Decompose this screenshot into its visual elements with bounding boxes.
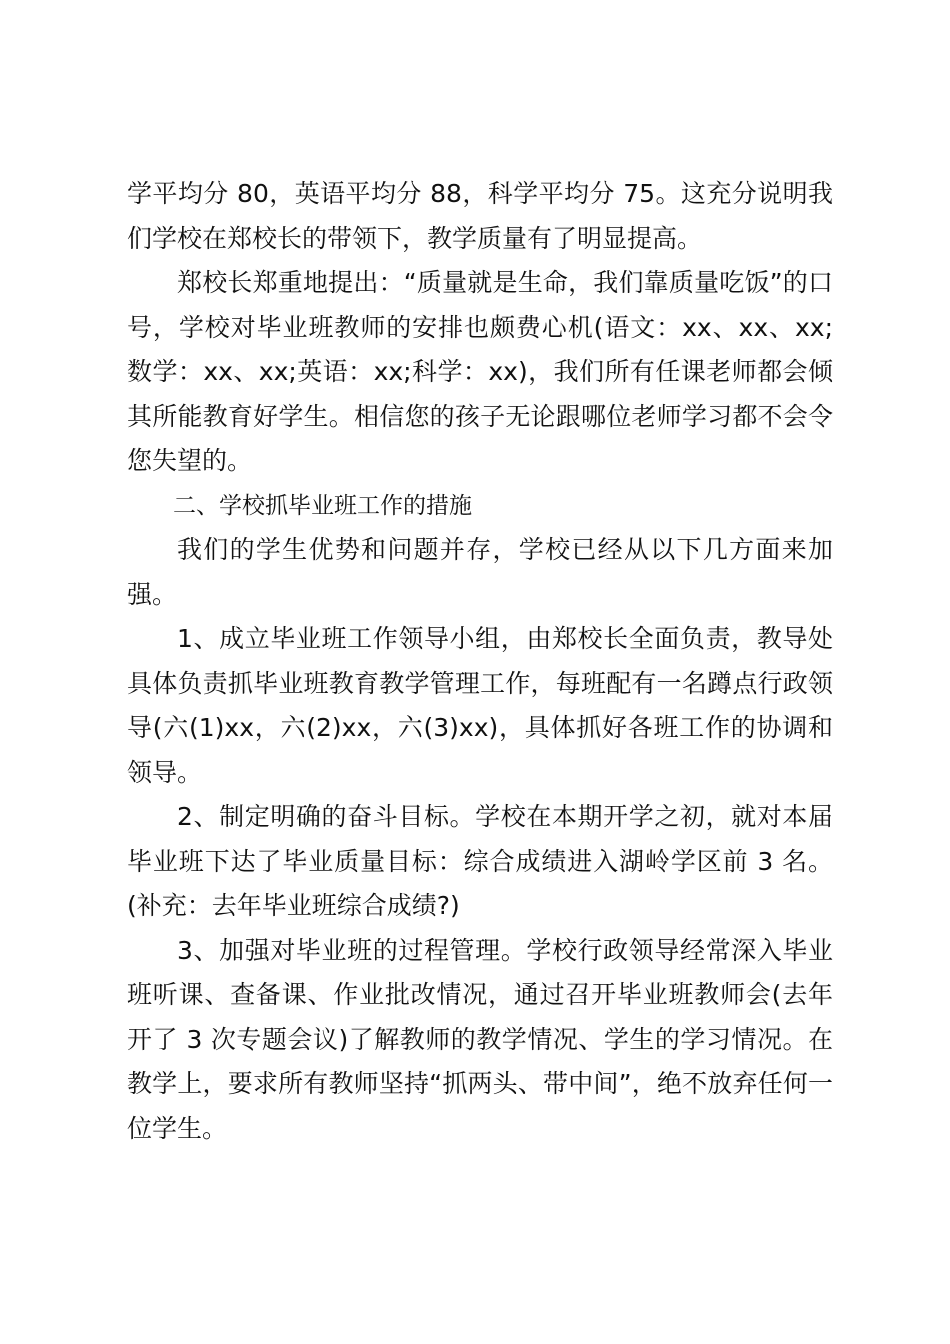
paragraph-quality-slogan: 郑校长郑重地提出：“质量就是生命，我们靠质量吃饭”的口号，学校对毕业班教师的安排也颇费心机(语文：xx、xx、xx;数学：xx、xx;英语：xx;科学：xx)，我们所有任课老师都会倾其所能教育好学生。相信您的孩子无论跟哪位老师学习都不会令您失望的。 [127,268,833,475]
paragraph-item-2: 2、制定明确的奋斗目标。学校在本期开学之初，就对本届毕业班下达了毕业质量目标：综合成绩进入湖岭学区前 3 名。(补充：去年毕业班综合成绩?) [127,802,833,920]
paragraph-scores: 学平均分 80，英语平均分 88，科学平均分 75。这充分说明我们学校在郑校长的带领下，教学质量有了明显提高。 [127,179,833,253]
paragraph-item-3: 3、加强对毕业班的过程管理。学校行政领导经常深入毕业班听课、查备课、作业批改情况，通过召开毕业班教师会(去年开了 3 次专题会议)了解教师的教学情况、学生的学习情况。在教学上，要求所有教师坚持“抓两头、带中间”，绝不放弃任何一位学生。 [127,935,833,1143]
paragraph-strengths-problems: 我们的学生优势和问题并存，学校已经从以下几方面来加强。 [127,535,833,609]
section-heading-measures: 二、学校抓毕业班工作的措施 [173,492,472,519]
document-body [127,172,833,1151]
paragraph-item-1: 1、成立毕业班工作领导小组，由郑校长全面负责，教导处具体负责抓毕业班教育教学管理工作，每班配有一名蹲点行政领导(六(1)xx，六(2)xx，六(3)xx)，具体抓好各班工作的协调和领导。 [127,624,833,787]
